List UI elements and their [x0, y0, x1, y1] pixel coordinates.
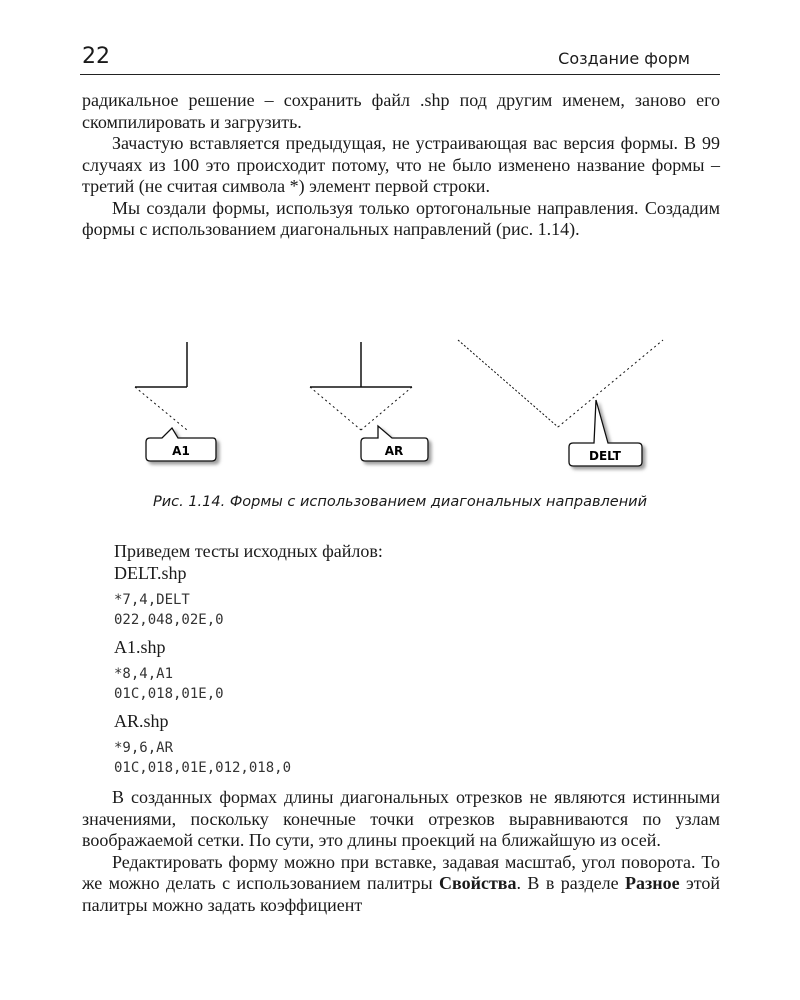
file-name-ar: AR.shp [114, 711, 169, 731]
outro-text [82, 787, 720, 916]
shape-a1 [135, 342, 216, 461]
intro-paragraph-2: Зачастую вставляется предыдущая, не устраивающая вас версия формы. В 99 случаях из 100 это происходит потому, что не было изменено название формы – третий (не считая символа *) элемент первой строки. [82, 133, 720, 196]
outro-paragraph-1: В созданных формах длины диагональных отрезков не являются истинными значениями, поскольку конечные точки отрезков выравниваются по узлам воображаемой сетки. По сути, это длины проекций на ближайшую из осей. [82, 787, 720, 850]
label-delt: DELT [588, 449, 622, 463]
intro-paragraph-3: Мы создали формы, используя только ортогональные направления. Создадим формы с использованием диагональных направлений (рис. 1.14). [82, 197, 720, 239]
code-ar: *9,6,AR 01C,018,01E,012,018,0 [114, 740, 292, 776]
file-name-a1: A1.shp [114, 637, 166, 657]
palette-name-properties: Свойства [438, 873, 517, 893]
page-number: 22 [82, 44, 110, 69]
figure-caption: Рис. 1.14. Формы с использованием диагональных направлений [152, 494, 648, 510]
section-name-misc: Разное [625, 873, 680, 893]
listing-intro: Приведем тесты исходных файлов: [114, 541, 383, 561]
label-a1: A1 [172, 444, 190, 458]
page-header [80, 44, 720, 75]
outro-p2-part-b: . В в разделе [516, 873, 625, 893]
code-delt: *7,4,DELT 022,048,02E,0 [114, 592, 224, 628]
file-name-delt: DELT.shp [114, 563, 187, 583]
intro-paragraph-1: радикальное решение – сохранить файл .shp под другим именем, заново его скомпилировать и загрузить. [82, 90, 720, 132]
outro-paragraph-2 [82, 852, 720, 917]
intro-text [82, 90, 720, 241]
shape-delt [458, 340, 663, 466]
chapter-title: Создание форм [558, 49, 690, 68]
shape-ar [310, 342, 428, 461]
listing-section [114, 540, 720, 778]
figure-diagonal-shapes [110, 330, 690, 480]
code-a1: *8,4,A1 01C,018,01E,0 [114, 666, 224, 702]
outro-p2-part-c: этой палитры можно задать коэффициент [82, 873, 720, 915]
label-ar: AR [384, 444, 404, 458]
outro-p2-part-a: Редактировать форму можно при вставке, задавая масштаб, угол поворота. То же можно делать с использованием палитры [82, 851, 720, 893]
